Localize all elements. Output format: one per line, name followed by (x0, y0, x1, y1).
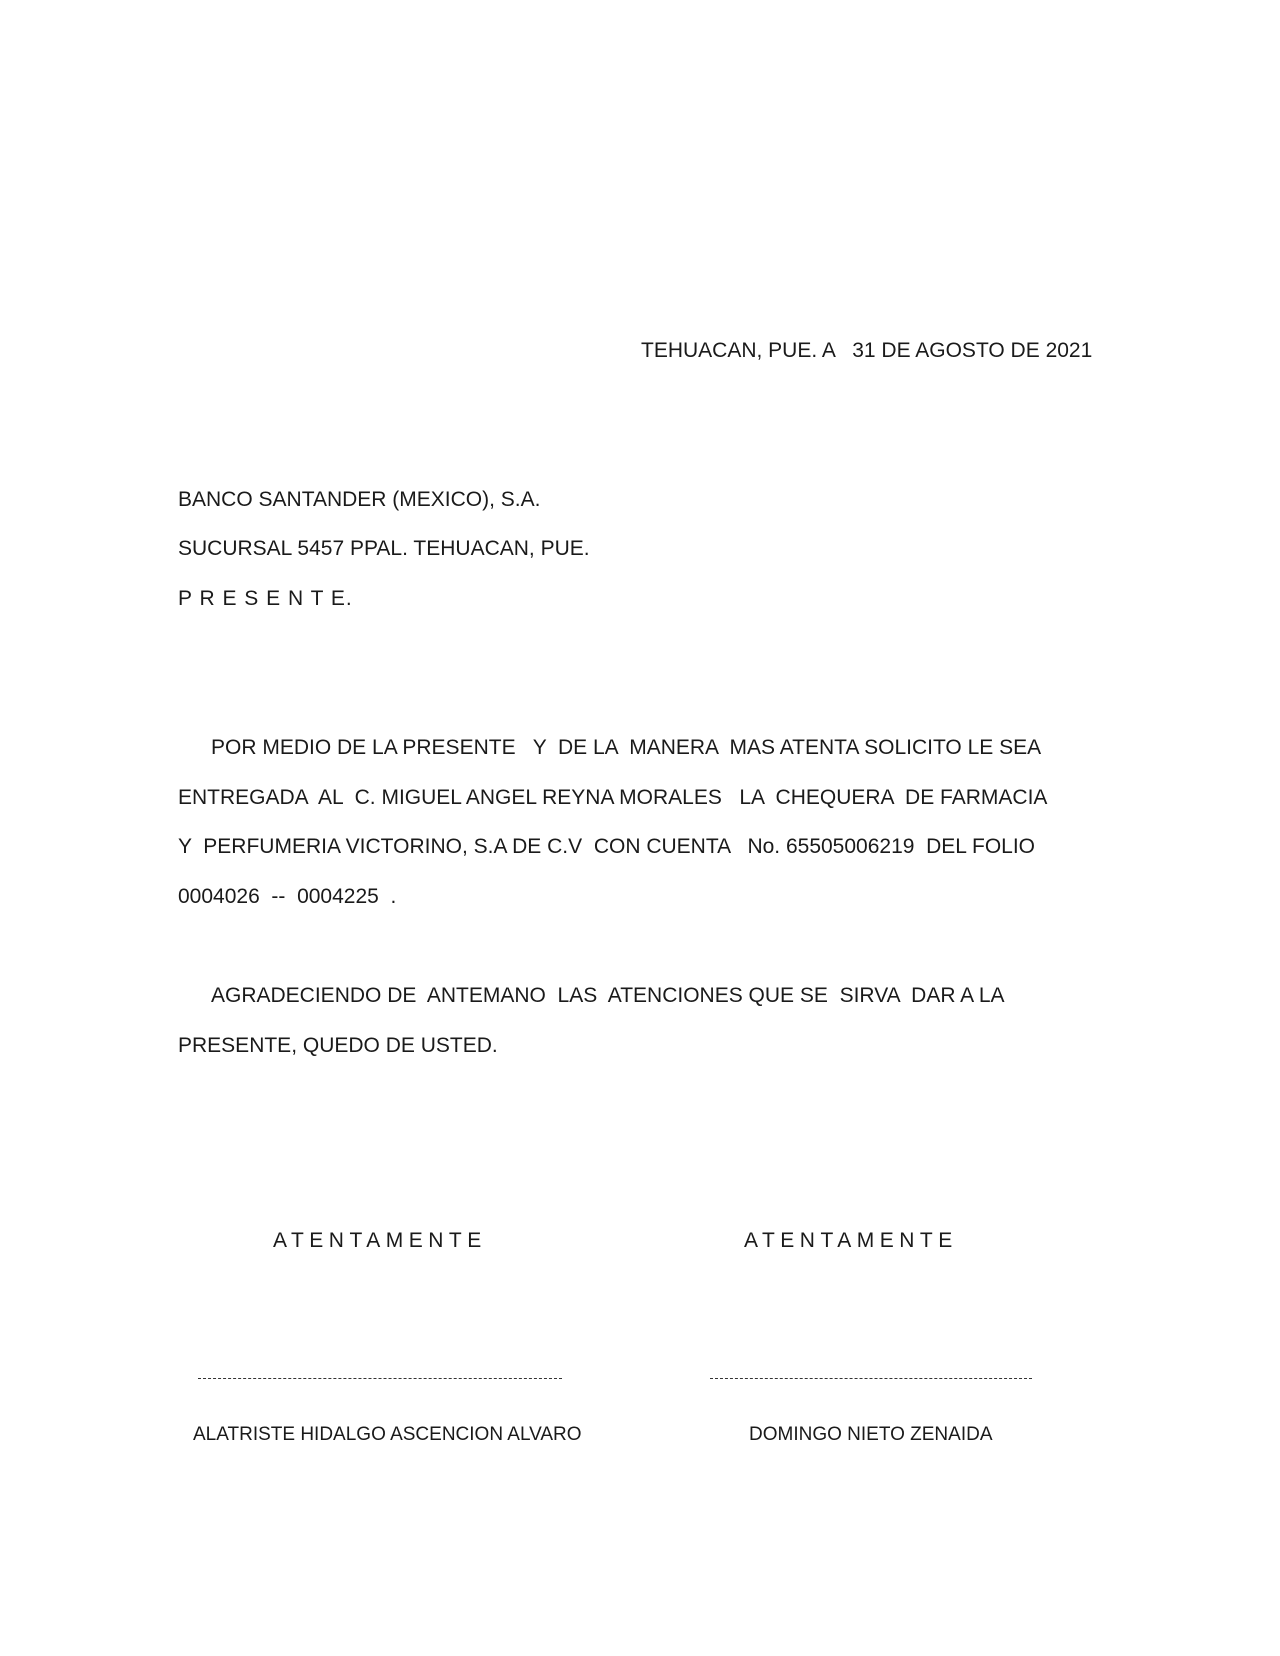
paragraph1-line2: ENTREGADA AL C. MIGUEL ANGEL REYNA MORALES LA CHEQUERA DE FARMACIA (178, 786, 1048, 809)
date-line: TEHUACAN, PUE. A 31 DE AGOSTO DE 2021 (641, 339, 1093, 362)
paragraph1-line3: Y PERFUMERIA VICTORINO, S.A DE C.V CON CUENTA No. 65505006219 DEL FOLIO (178, 835, 1036, 858)
paragraph1-line4: 0004026 -- 0004225 . (178, 885, 397, 908)
signature-line-right (710, 1378, 1032, 1379)
paragraph2-line2: PRESENTE, QUEDO DE USTED. (178, 1034, 498, 1057)
closing-right: ATENTAMENTE (744, 1229, 958, 1252)
signer-name-right: DOMINGO NIETO ZENAIDA (749, 1424, 993, 1445)
recipient-presente: P R E S E N T E. (178, 587, 353, 610)
recipient-branch: SUCURSAL 5457 PPAL. TEHUACAN, PUE. (178, 537, 590, 560)
paragraph2-line1: AGRADECIENDO DE ANTEMANO LAS ATENCIONES QUE SE SIRVA DAR A LA (211, 984, 1005, 1007)
paragraph1-line1: POR MEDIO DE LA PRESENTE Y DE LA MANERA MAS ATENTA SOLICITO LE SEA (211, 736, 1042, 759)
closing-left: ATENTAMENTE (273, 1229, 487, 1252)
recipient-bank: BANCO SANTANDER (MEXICO), S.A. (178, 488, 541, 511)
signer-name-left: ALATRISTE HIDALGO ASCENCION ALVARO (193, 1424, 582, 1445)
signature-line-left (198, 1378, 562, 1379)
